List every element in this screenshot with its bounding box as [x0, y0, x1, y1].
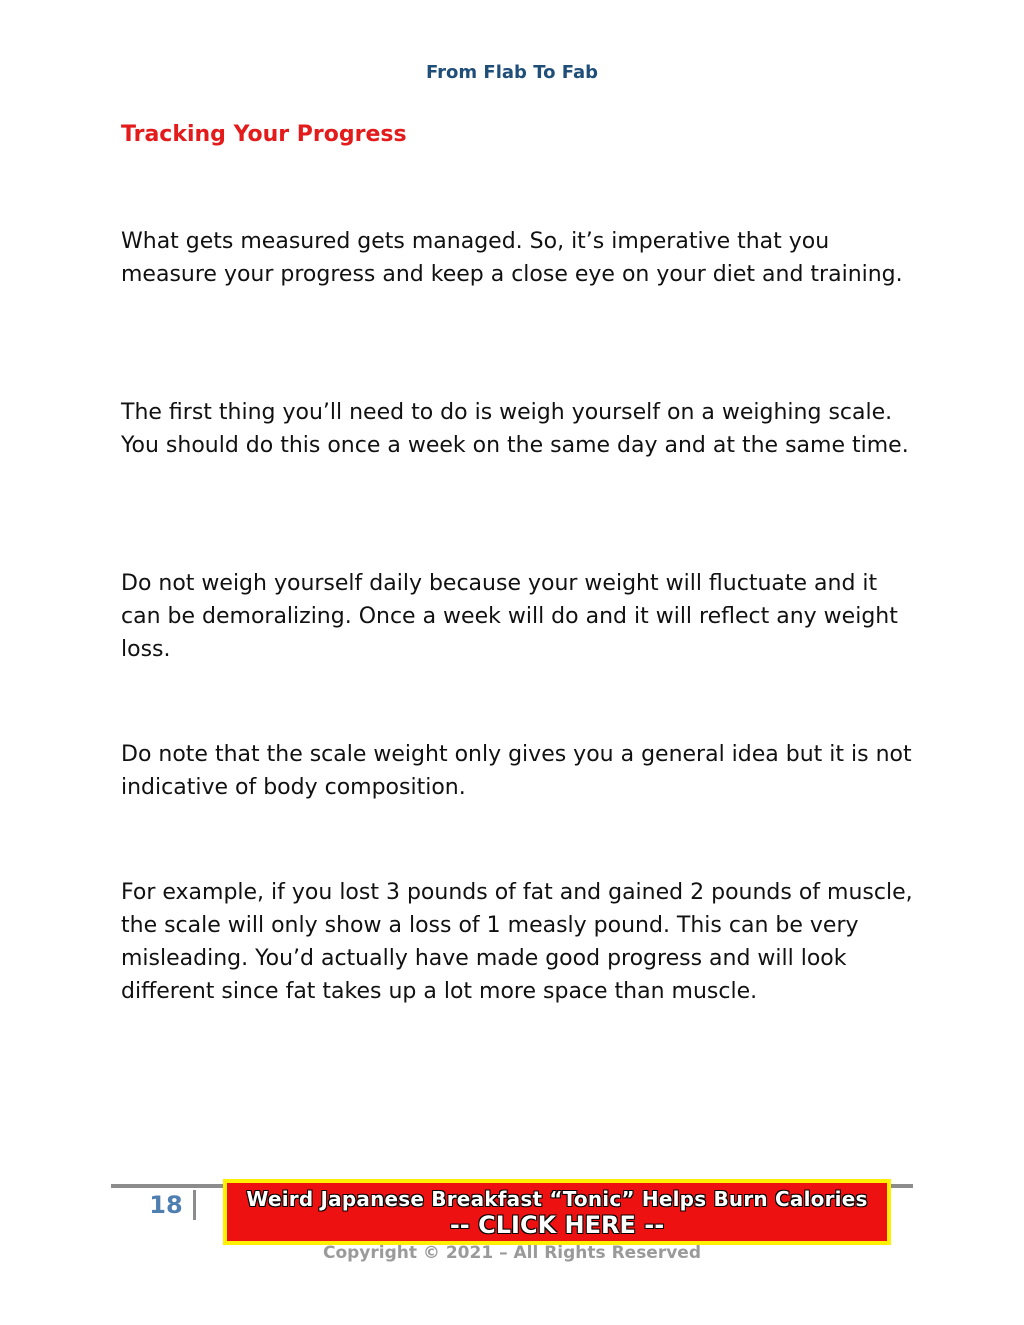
banner-headline: Weird Japanese Breakfast “Tonic” Helps Burn Calories: [246, 1187, 868, 1211]
section-title: Tracking Your Progress: [121, 122, 407, 147]
page-number: 18: [149, 1191, 183, 1219]
banner-click-here: -- CLICK HERE --: [449, 1211, 665, 1239]
paragraph: Do not weigh yourself daily because your weight will fluctuate and it can be demoralizing. Once a week will do and it will reflect any weight loss.: [121, 571, 898, 662]
running-header: From Flab To Fab: [426, 62, 598, 83]
paragraph: For example, if you lost 3 pounds of fat and gained 2 pounds of muscle, the scale will only show a loss of 1 measly pound. This can be very misleading. You’d actually have made good progress and will look different since fat takes up a lot more space than muscle.: [121, 880, 913, 1004]
paragraph: What gets measured gets managed. So, it’s imperative that you measure your progress and keep a close eye on your diet and training.: [121, 229, 903, 287]
paragraph: Do note that the scale weight only gives you a general idea but it is not indicative of body composition.: [121, 742, 912, 800]
page-number-separator: [193, 1190, 196, 1220]
paragraph: The first thing you’ll need to do is weigh yourself on a weighing scale. You should do this once a week on the same day and at the same time.: [121, 400, 909, 458]
copyright-notice: Copyright © 2021 – All Rights Reserved: [322, 1243, 702, 1263]
ad-banner-link[interactable]: [223, 1179, 891, 1245]
